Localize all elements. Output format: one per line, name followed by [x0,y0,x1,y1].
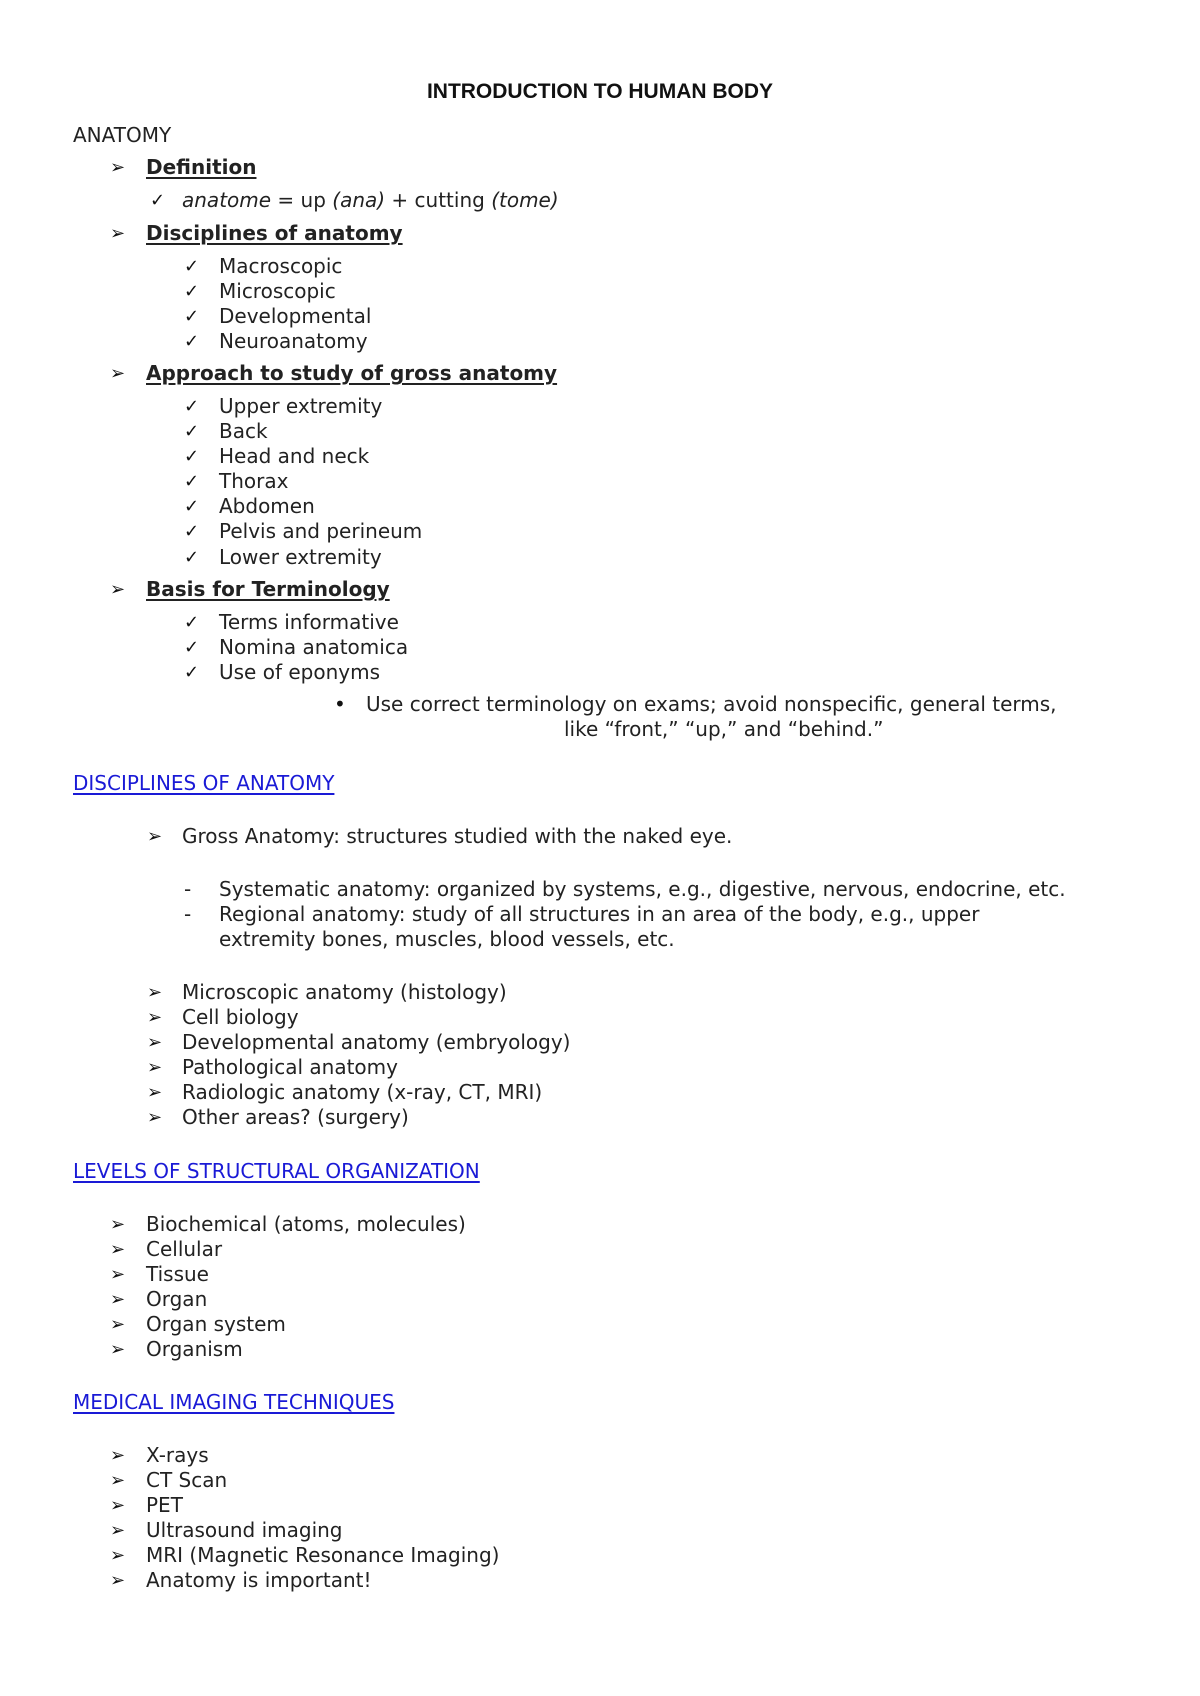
arrow-bullet-icon: ➢ [147,982,163,1003]
list-item: Tissue [146,1262,209,1286]
list-item: Microscopic anatomy (histology) [182,980,507,1004]
arrow-bullet-icon: ➢ [110,1445,126,1466]
checkmark-icon: ✓ [184,421,200,442]
list-item: Anatomy is important! [146,1568,372,1592]
list-item: Biochemical (atoms, molecules) [146,1212,466,1236]
checkmark-icon: ✓ [184,306,200,327]
definition-text: anatome = up (ana) + cutting (tome) [182,188,559,212]
list-item: Neuroanatomy [219,329,368,353]
list-item: CT Scan [146,1468,228,1492]
list-item: Organ system [146,1312,286,1336]
list-item: Microscopic [219,279,336,303]
list-item: Abdomen [219,494,315,518]
list-item: Cell biology [182,1005,299,1029]
arrow-bullet-icon: ➢ [110,1520,126,1541]
regional-anatomy-line2: extremity bones, muscles, blood vessels, etc. [219,927,675,951]
list-item: Organ [146,1287,208,1311]
list-item: Macroscopic [219,254,343,278]
arrow-bullet-icon: ➢ [147,1107,163,1128]
disciplines-section-heading[interactable]: DISCIPLINES OF ANATOMY [73,771,335,795]
list-item: Nomina anatomica [219,635,409,659]
regional-anatomy-line1: Regional anatomy: study of all structures in an area of the body, e.g., upper [219,902,980,926]
arrow-bullet-icon: ➢ [110,157,126,178]
checkmark-icon: ✓ [184,496,200,517]
checkmark-icon: ✓ [184,396,200,417]
terminology-note-line1: Use correct terminology on exams; avoid nonspecific, general terms, [366,692,1057,716]
list-item: Cellular [146,1237,223,1261]
list-item: Pathological anatomy [182,1055,398,1079]
arrow-bullet-icon: ➢ [110,1264,126,1285]
list-item: Developmental [219,304,372,328]
arrow-bullet-icon: ➢ [147,1057,163,1078]
definition-label: Definition [146,155,257,179]
list-item: Ultrasound imaging [146,1518,343,1542]
arrow-bullet-icon: ➢ [110,1570,126,1591]
list-item: Thorax [219,469,289,493]
list-item: Head and neck [219,444,370,468]
arrow-bullet-icon: ➢ [110,1495,126,1516]
arrow-bullet-icon: ➢ [110,363,126,384]
arrow-bullet-icon: ➢ [110,1470,126,1491]
list-item: Other areas? (surgery) [182,1105,409,1129]
imaging-section-heading[interactable]: MEDICAL IMAGING TECHNIQUES [73,1390,395,1414]
arrow-bullet-icon: ➢ [110,1339,126,1360]
checkmark-icon: ✓ [184,471,200,492]
document-title: INTRODUCTION TO HUMAN BODY [426,80,774,103]
checkmark-icon: ✓ [184,446,200,467]
disciplines-label: Disciplines of anatomy [146,221,403,245]
checkmark-icon: ✓ [184,256,200,277]
arrow-bullet-icon: ➢ [110,579,126,600]
list-item: Radiologic anatomy (x-ray, CT, MRI) [182,1080,543,1104]
checkmark-icon: ✓ [184,612,200,633]
arrow-bullet-icon: ➢ [110,1545,126,1566]
checkmark-icon: ✓ [150,190,166,211]
checkmark-icon: ✓ [184,281,200,302]
arrow-bullet-icon: ➢ [110,1239,126,1260]
dash-bullet: - [184,902,192,926]
arrow-bullet-icon: ➢ [147,1007,163,1028]
dash-bullet: - [184,877,192,901]
checkmark-icon: ✓ [184,521,200,542]
list-item: Pelvis and perineum [219,519,423,543]
arrow-bullet-icon: ➢ [110,223,126,244]
terminology-label: Basis for Terminology [146,577,390,601]
arrow-bullet-icon: ➢ [147,826,163,847]
list-item: Upper extremity [219,394,383,418]
checkmark-icon: ✓ [184,547,200,568]
list-item: MRI (Magnetic Resonance Imaging) [146,1543,500,1567]
terminology-note-line2: like “front,” “up,” and “behind.” [564,717,884,741]
list-item: Terms informative [219,610,399,634]
list-item: X-rays [146,1443,209,1467]
list-item: Use of eponyms [219,660,381,684]
list-item: Lower extremity [219,545,382,569]
bullet-dot-icon: • [334,692,346,716]
checkmark-icon: ✓ [184,331,200,352]
arrow-bullet-icon: ➢ [147,1032,163,1053]
checkmark-icon: ✓ [184,662,200,683]
list-item: Back [219,419,268,443]
anatomy-heading: ANATOMY [73,123,172,147]
levels-section-heading[interactable]: LEVELS OF STRUCTURAL ORGANIZATION [73,1159,480,1183]
checkmark-icon: ✓ [184,637,200,658]
list-item: Organism [146,1337,243,1361]
arrow-bullet-icon: ➢ [110,1289,126,1310]
list-item: PET [146,1493,183,1517]
systematic-anatomy-text: Systematic anatomy: organized by systems, e.g., digestive, nervous, endocrine, etc. [219,877,1066,901]
list-item: Developmental anatomy (embryology) [182,1030,571,1054]
arrow-bullet-icon: ➢ [110,1214,126,1235]
gross-anatomy-text: Gross Anatomy: structures studied with the naked eye. [182,824,733,848]
arrow-bullet-icon: ➢ [147,1082,163,1103]
approach-label: Approach to study of gross anatomy [146,361,558,385]
arrow-bullet-icon: ➢ [110,1314,126,1335]
